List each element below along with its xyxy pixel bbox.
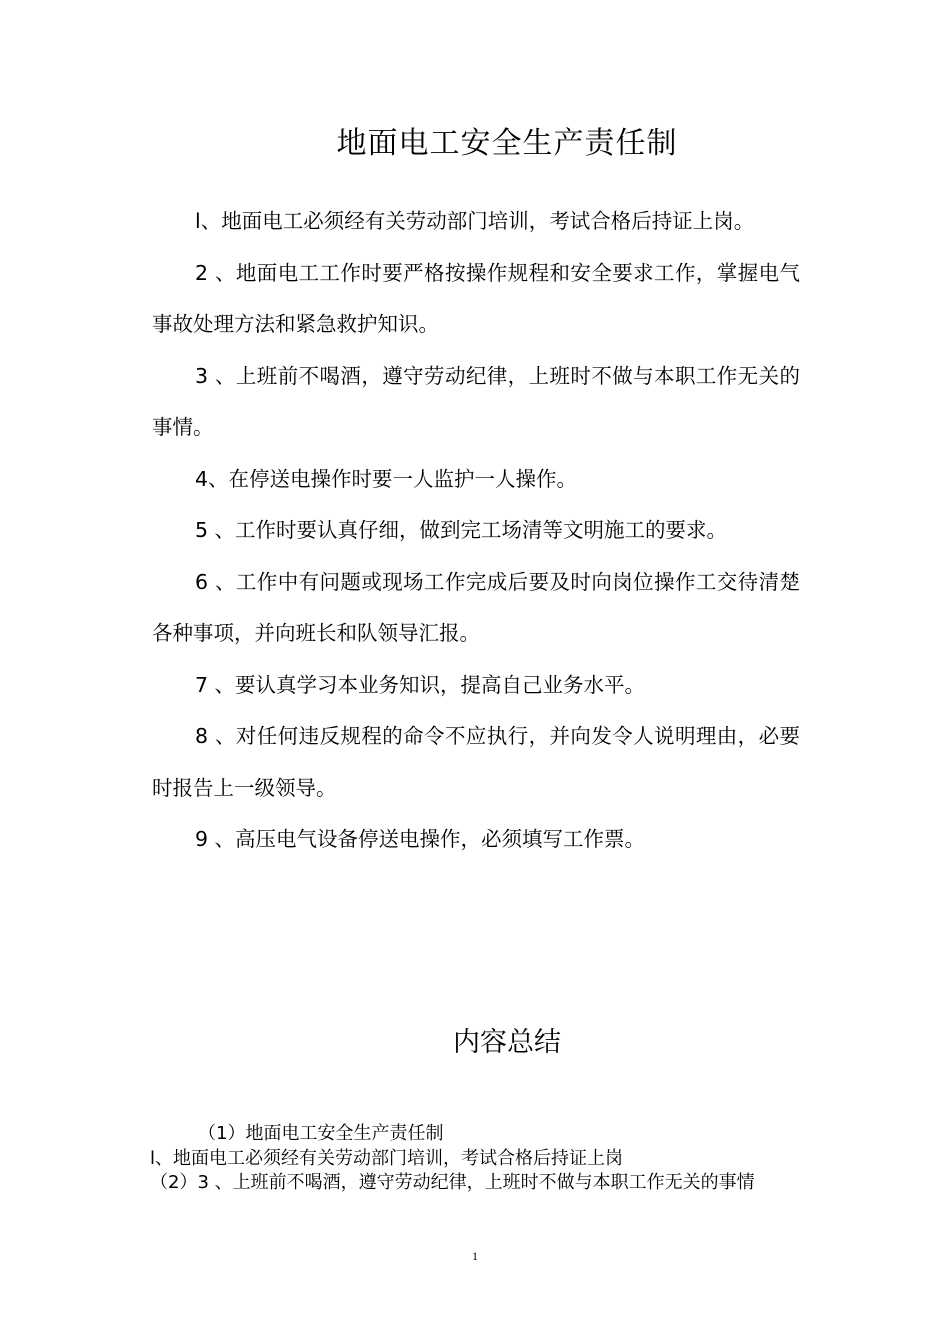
- summary-line-1: （1）地面电工安全生产责任制: [198, 1123, 444, 1144]
- summary-title: 内容总结: [453, 1027, 561, 1058]
- rule-item-3: 3 、上班前不喝酒，遵守劳动纪律，上班时不做与本职工作无关的事情。: [152, 363, 800, 439]
- rule-item-5: 5 、工作时要认真仔细，做到完工场清等文明施工的要求。: [195, 518, 728, 542]
- document-body: [152, 196, 800, 866]
- rule-item-6: 6 、工作中有问题或现场工作完成后要及时向岗位操作工交待清楚各种事项，并向班长和队领导汇报。: [152, 569, 800, 645]
- document-title: 地面电工安全生产责任制: [336, 126, 678, 161]
- page-number: 1: [472, 1249, 478, 1263]
- rule-item-7: 7 、要认真学习本业务知识，提高自己业务水平。: [195, 672, 646, 697]
- rule-item-9: 9 、高压电气设备停送电操作，必须填写工作票。: [195, 827, 646, 851]
- rule-item-8: 8 、对任何违反规程的命令不应执行，并向发令人说明理由，必要时报告上一级领导。: [152, 724, 800, 800]
- rule-item-4: 4、在停送电操作时要一人监护一人操作。: [195, 466, 578, 491]
- summary-section: [150, 1122, 805, 1196]
- summary-line-3: （2）3 、上班前不喝酒，遵守劳动纪律，上班时不做与本职工作无关的事情: [150, 1172, 755, 1193]
- rule-item-1: l、地面电工必须经有关劳动部门培训，考试合格后持证上岗。: [195, 209, 755, 233]
- rule-item-2: 2 、地面电工工作时要严格按操作规程和安全要求工作，掌握电气事故处理方法和紧急救护知识。: [152, 260, 800, 336]
- summary-line-2: l、地面电工必须经有关劳动部门培训，考试合格后持证上岗: [150, 1147, 623, 1169]
